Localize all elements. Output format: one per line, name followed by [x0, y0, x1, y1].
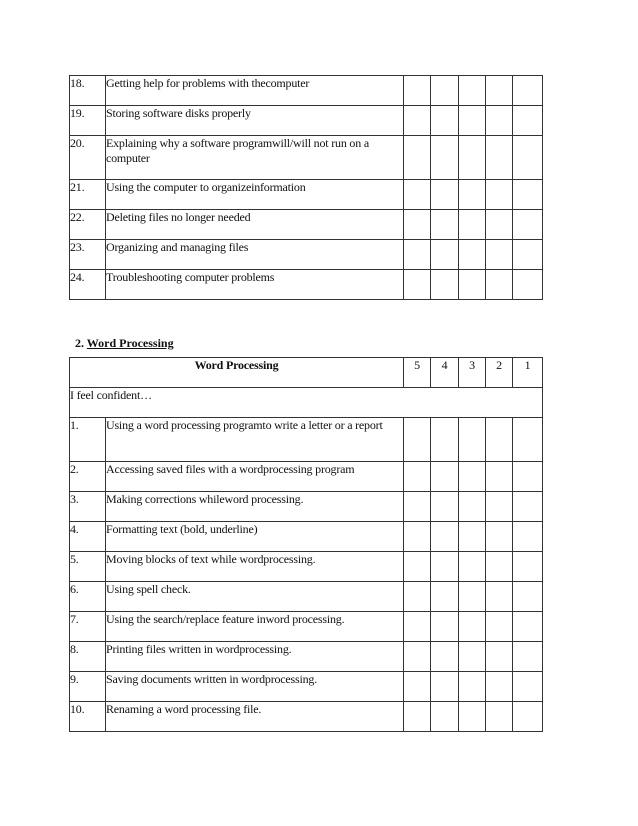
rating-box-5[interactable]: [404, 612, 431, 642]
section-title: Word Processing: [86, 336, 174, 350]
table-row: [70, 210, 543, 240]
rating-box-3[interactable]: [459, 612, 486, 642]
rating-box-2[interactable]: [486, 612, 513, 642]
table-row: [70, 270, 543, 300]
section-heading: [75, 336, 174, 351]
rating-box-3[interactable]: [459, 462, 486, 492]
item-text: Printing files written in wordprocessing.: [106, 642, 404, 672]
rating-box-4[interactable]: [431, 180, 459, 210]
rating-box-3[interactable]: [459, 642, 486, 672]
rating-box-3[interactable]: [459, 552, 486, 582]
item-text: Moving blocks of text while wordprocessing.: [106, 552, 404, 582]
item-number: 22.: [70, 210, 106, 240]
rating-box-2[interactable]: [486, 180, 513, 210]
rating-box-2[interactable]: [486, 552, 513, 582]
rating-box-1[interactable]: [513, 210, 543, 240]
scale-header-4: 4: [431, 358, 459, 388]
rating-box-5[interactable]: [404, 582, 431, 612]
table-row: [70, 240, 543, 270]
rating-box-5[interactable]: [404, 672, 431, 702]
rating-box-2[interactable]: [486, 672, 513, 702]
rating-box-1[interactable]: [513, 462, 543, 492]
rating-box-3[interactable]: [459, 492, 486, 522]
rating-box-4[interactable]: [431, 240, 459, 270]
rating-box-1[interactable]: [513, 642, 543, 672]
rating-box-4[interactable]: [431, 672, 459, 702]
table-row: [70, 642, 543, 672]
rating-box-5[interactable]: [404, 136, 431, 180]
survey-table-word-processing-body: [70, 358, 543, 732]
item-number: 23.: [70, 240, 106, 270]
rating-box-5[interactable]: [404, 180, 431, 210]
rating-box-4[interactable]: [431, 106, 459, 136]
item-text: Using the search/replace feature inword processing.: [106, 612, 404, 642]
item-text: Accessing saved files with a wordprocessing program: [106, 462, 404, 492]
rating-box-5[interactable]: [404, 522, 431, 552]
scale-header-3: 3: [459, 358, 486, 388]
item-text: Organizing and managing files: [106, 240, 404, 270]
rating-box-2[interactable]: [486, 522, 513, 552]
item-text: Storing software disks properly: [106, 106, 404, 136]
rating-box-3[interactable]: [459, 210, 486, 240]
item-number: 8.: [70, 642, 106, 672]
rating-box-5[interactable]: [404, 418, 431, 462]
rating-box-2[interactable]: [486, 76, 513, 106]
rating-box-3[interactable]: [459, 240, 486, 270]
rating-box-4[interactable]: [431, 552, 459, 582]
item-number: 3.: [70, 492, 106, 522]
rating-box-4[interactable]: [431, 702, 459, 732]
table-row: [70, 552, 543, 582]
item-text: Making corrections whileword processing.: [106, 492, 404, 522]
rating-box-3[interactable]: [459, 270, 486, 300]
rating-box-2[interactable]: [486, 418, 513, 462]
rating-box-4[interactable]: [431, 270, 459, 300]
rating-box-1[interactable]: [513, 270, 543, 300]
table-row: [70, 672, 543, 702]
rating-box-1[interactable]: [513, 106, 543, 136]
table-row: [70, 106, 543, 136]
rating-box-4[interactable]: [431, 418, 459, 462]
rating-box-2[interactable]: [486, 136, 513, 180]
rating-box-3[interactable]: [459, 136, 486, 180]
rating-box-4[interactable]: [431, 582, 459, 612]
rating-box-1[interactable]: [513, 582, 543, 612]
item-number: 1.: [70, 418, 106, 462]
table-header-title: Word Processing: [70, 358, 404, 388]
scale-header-2: 2: [486, 358, 513, 388]
item-number: 7.: [70, 612, 106, 642]
item-text: Using spell check.: [106, 582, 404, 612]
rating-box-4[interactable]: [431, 210, 459, 240]
table-row: [70, 418, 543, 462]
rating-box-2[interactable]: [486, 492, 513, 522]
rating-box-4[interactable]: [431, 612, 459, 642]
rating-box-5[interactable]: [404, 462, 431, 492]
rating-box-5[interactable]: [404, 240, 431, 270]
item-number: 2.: [70, 462, 106, 492]
item-number: 24.: [70, 270, 106, 300]
item-number: 20.: [70, 136, 106, 180]
item-text: Using the computer to organizeinformation: [106, 180, 404, 210]
rating-box-3[interactable]: [459, 582, 486, 612]
rating-box-4[interactable]: [431, 522, 459, 552]
rating-box-1[interactable]: [513, 522, 543, 552]
rating-box-2[interactable]: [486, 642, 513, 672]
rating-box-3[interactable]: [459, 76, 486, 106]
rating-box-1[interactable]: [513, 702, 543, 732]
item-number: 5.: [70, 552, 106, 582]
rating-box-4[interactable]: [431, 136, 459, 180]
item-text: Formatting text (bold, underline): [106, 522, 404, 552]
rating-box-2[interactable]: [486, 702, 513, 732]
survey-table-word-processing: [69, 357, 543, 732]
table-row: [70, 702, 543, 732]
rating-box-2[interactable]: [486, 240, 513, 270]
rating-box-4[interactable]: [431, 76, 459, 106]
scale-header-1: 1: [513, 358, 543, 388]
item-number: 4.: [70, 522, 106, 552]
table-row: [70, 522, 543, 552]
item-text: Deleting files no longer needed: [106, 210, 404, 240]
rating-box-5[interactable]: [404, 210, 431, 240]
table-row: [70, 492, 543, 522]
item-number: 10.: [70, 702, 106, 732]
table-row: [70, 462, 543, 492]
rating-box-4[interactable]: [431, 492, 459, 522]
table-row: [70, 76, 543, 106]
rating-box-3[interactable]: [459, 702, 486, 732]
item-text: Using a word processing programto write a letter or a report: [106, 418, 404, 462]
item-text: Explaining why a software programwill/will not run on a computer: [106, 136, 404, 180]
table-row: [70, 582, 543, 612]
rating-box-2[interactable]: [486, 106, 513, 136]
intro-text: I feel confident…: [70, 388, 543, 418]
rating-box-4[interactable]: [431, 642, 459, 672]
rating-box-2[interactable]: [486, 210, 513, 240]
table-row: [70, 612, 543, 642]
survey-table-general: [69, 75, 543, 300]
rating-box-3[interactable]: [459, 106, 486, 136]
rating-box-1[interactable]: [513, 240, 543, 270]
rating-box-5[interactable]: [404, 270, 431, 300]
rating-box-5[interactable]: [404, 106, 431, 136]
item-number: 6.: [70, 582, 106, 612]
rating-box-3[interactable]: [459, 418, 486, 462]
item-number: 9.: [70, 672, 106, 702]
item-text: Getting help for problems with thecomputer: [106, 76, 404, 106]
rating-box-1[interactable]: [513, 612, 543, 642]
item-text: Saving documents written in wordprocessing.: [106, 672, 404, 702]
rating-box-5[interactable]: [404, 552, 431, 582]
rating-box-5[interactable]: [404, 702, 431, 732]
item-number: 21.: [70, 180, 106, 210]
item-text: Troubleshooting computer problems: [106, 270, 404, 300]
rating-box-2[interactable]: [486, 462, 513, 492]
survey-table-general-body: [70, 76, 543, 300]
rating-box-1[interactable]: [513, 418, 543, 462]
table-header-row: [70, 358, 543, 388]
table-row: [70, 180, 543, 210]
rating-box-4[interactable]: [431, 462, 459, 492]
rating-box-5[interactable]: [404, 76, 431, 106]
rating-box-1[interactable]: [513, 552, 543, 582]
rating-box-1[interactable]: [513, 76, 543, 106]
item-number: 18.: [70, 76, 106, 106]
scale-header-5: 5: [404, 358, 431, 388]
rating-box-3[interactable]: [459, 180, 486, 210]
intro-row: [70, 388, 543, 418]
item-text: Renaming a word processing file.: [106, 702, 404, 732]
rating-box-1[interactable]: [513, 180, 543, 210]
rating-box-2[interactable]: [486, 582, 513, 612]
rating-box-5[interactable]: [404, 492, 431, 522]
item-number: 19.: [70, 106, 106, 136]
rating-box-3[interactable]: [459, 522, 486, 552]
table-row: [70, 136, 543, 180]
rating-box-1[interactable]: [513, 672, 543, 702]
rating-box-1[interactable]: [513, 492, 543, 522]
rating-box-1[interactable]: [513, 136, 543, 180]
rating-box-3[interactable]: [459, 672, 486, 702]
rating-box-5[interactable]: [404, 642, 431, 672]
section-number: 2.: [75, 336, 84, 350]
rating-box-2[interactable]: [486, 270, 513, 300]
